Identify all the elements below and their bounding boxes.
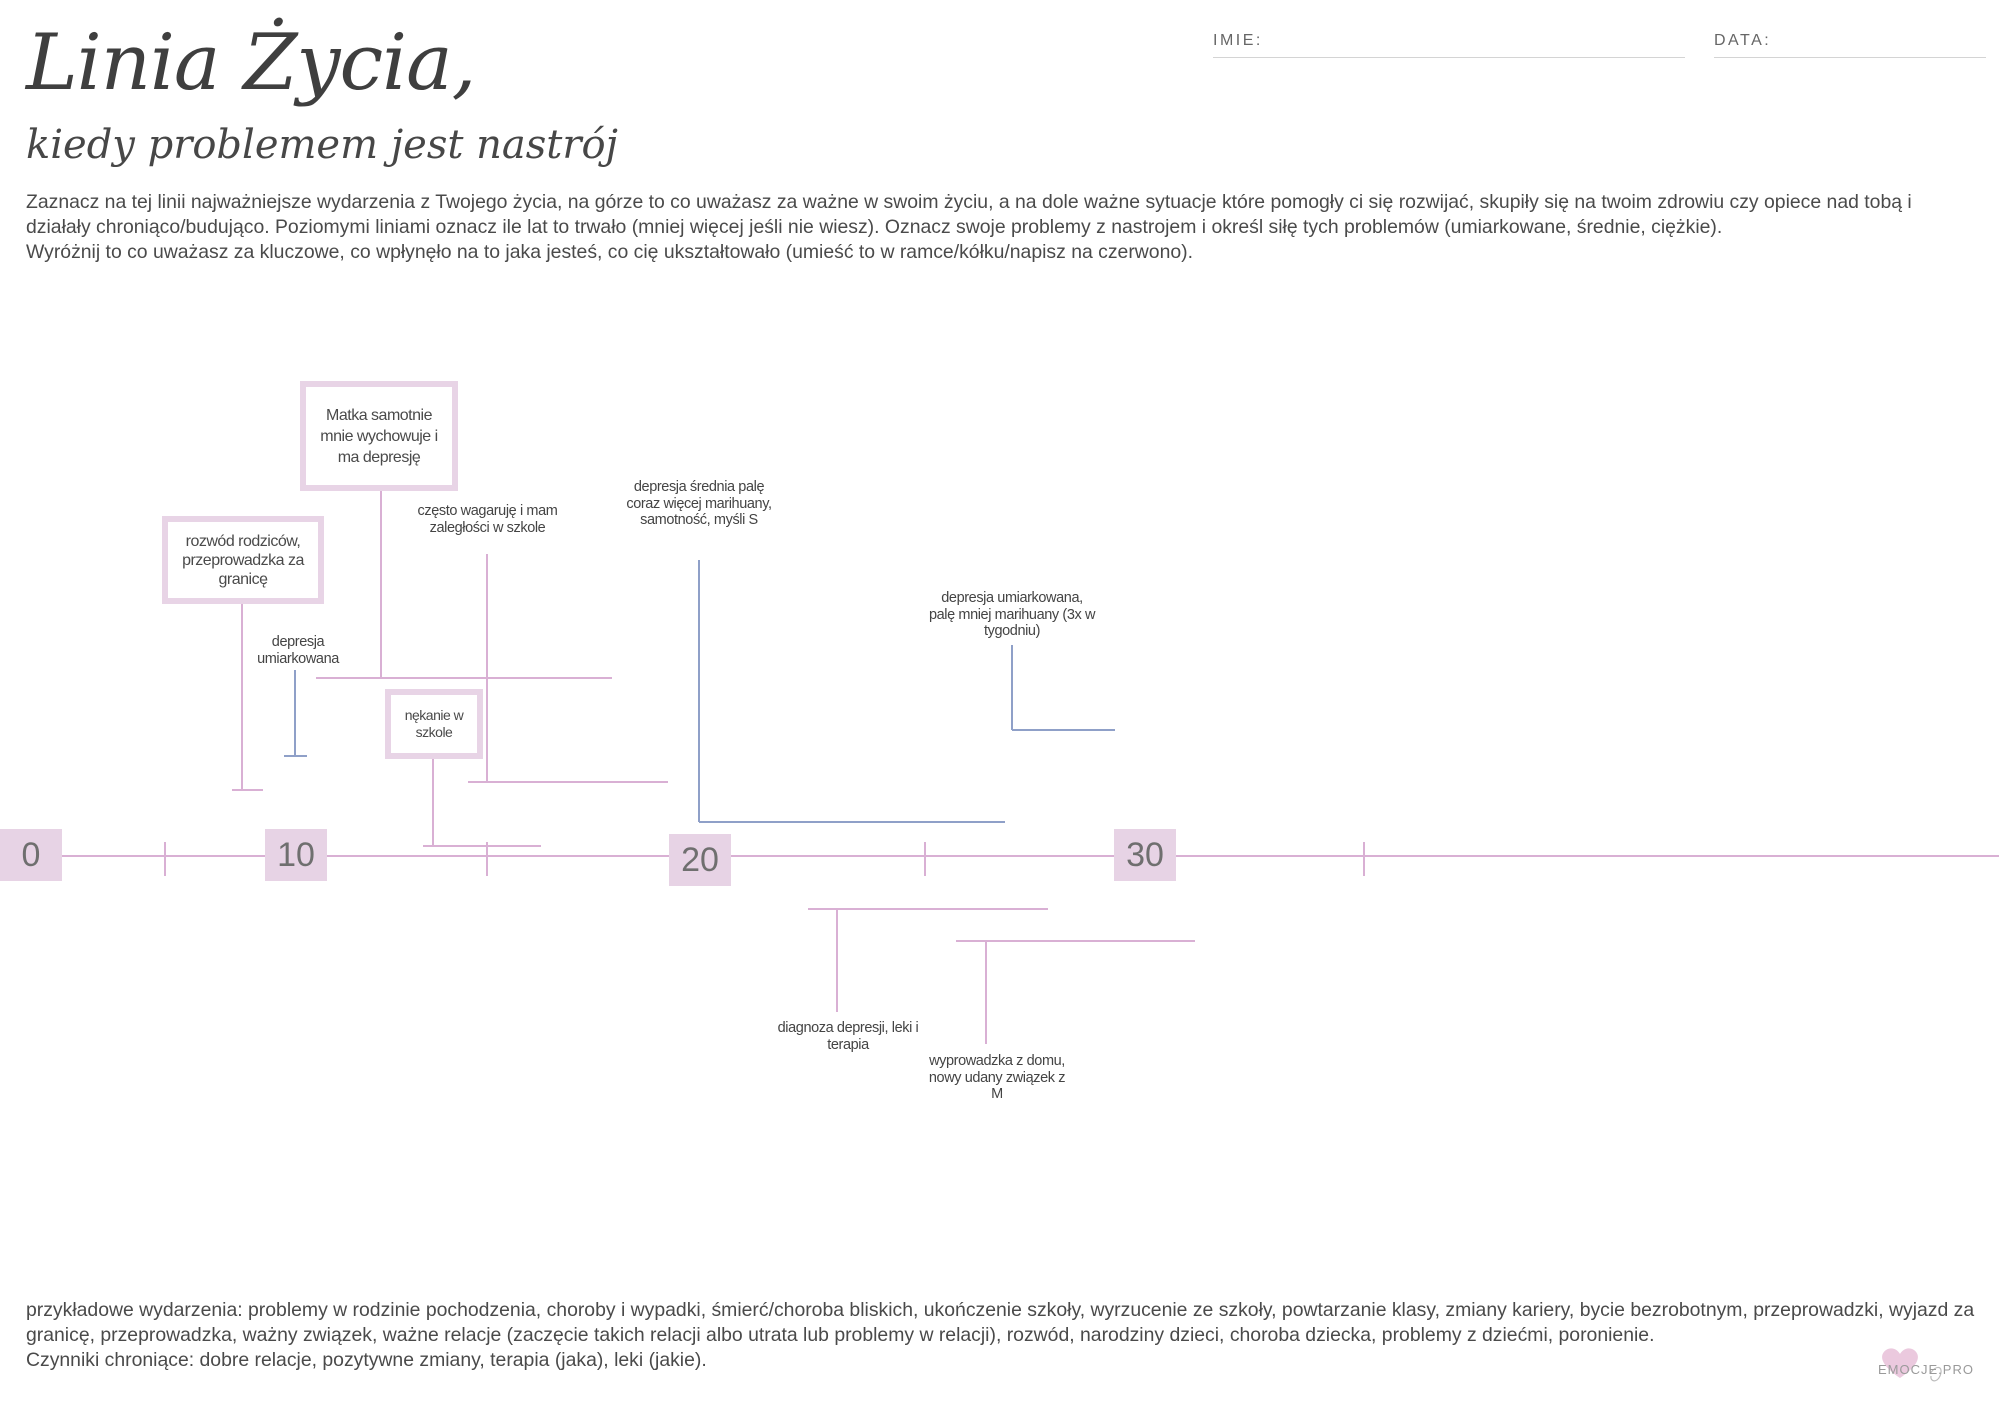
page-subtitle: kiedy problemem jest nastrój [26, 122, 618, 168]
age-marker-30: 30 [1114, 829, 1176, 881]
age-marker-20: 20 [669, 834, 731, 886]
examples-text [26, 1298, 1981, 1373]
event-box-rozwod: rozwód rodziców, przeprowadzka za granicę [162, 516, 324, 604]
brand-logo-text: EMOCJE.PRO [1878, 1362, 1974, 1377]
event-depresja-umiarkowana-2: depresja umiarkowana, palę mniej marihuany (3x w tygodniu) [928, 590, 1096, 639]
age-marker-10: 10 [265, 829, 327, 881]
protective-factors-line: Czynniki chroniące: dobre relacje, pozytywne zmiany, terapia (jaka), leki (jakie). [26, 1349, 707, 1371]
event-wyprowadzka: wyprowadzka z domu, nowy udany związek z M [928, 1053, 1066, 1102]
event-depresja-umiarkowana: depresja umiarkowana [257, 634, 339, 667]
name-label: IMIE: [1213, 32, 1263, 49]
event-box-matka: Matka samotnie mnie wychowuje i ma depresję [300, 381, 458, 491]
instructions-highlight: Wyróżnij to co uważasz za kluczowe, co wpłynęło na to jaka jesteś, co cię ukształtowało (umieść to w ramce/kółku/napisz na czerwono). [26, 241, 1193, 263]
instructions-paragraph: Zaznacz na tej linii najważniejsze wydarzenia z Twojego życia, na górze to co uważasz za ważne w swoim życiu, a na dole ważne sytuacje które pomogły ci się rozwijać, skupiły się na twoim zdrowiu czy opiece nad tobą i działały chroniąco/budująco. Poziomymi liniami oznacz ile lat to trwało (mniej więcej jeśli nie wiesz). Oznacz swoje problemy z nastrojem i określ siłę tych problemów (umiarkowane, średnie, ciężkie). [26, 191, 1912, 238]
event-box-nekanie: nękanie w szkole [385, 689, 483, 759]
event-wagaruje: często wagaruję i mam zaległości w szkole [417, 503, 558, 536]
date-label: DATA: [1714, 32, 1772, 49]
examples-line: przykładowe wydarzenia: problemy w rodzinie pochodzenia, choroby i wypadki, śmierć/choroba bliskich, ukończenie szkoły, wyrzucenie ze szkoły, powtarzanie klasy, zmiany kariery, bycie bezrobotnym, przeprowadzki, wyjazd za granicę, przeprowadzka, ważny związek, ważne relacje (zaczęcie takich relacji albo utrata lub problemy w relacji), rozwód, narodziny dzieci, choroba dziecka, problemy z dziećmi, poronienie. [26, 1299, 1975, 1346]
age-marker-0: 0 [0, 829, 62, 881]
page-title: Linia Życia, [26, 18, 476, 108]
event-depresja-srednia: depresja średnia palę coraz więcej marihuany, samotność, myśli S [626, 479, 772, 528]
event-diagnoza: diagnoza depresji, leki i terapia [777, 1020, 919, 1053]
